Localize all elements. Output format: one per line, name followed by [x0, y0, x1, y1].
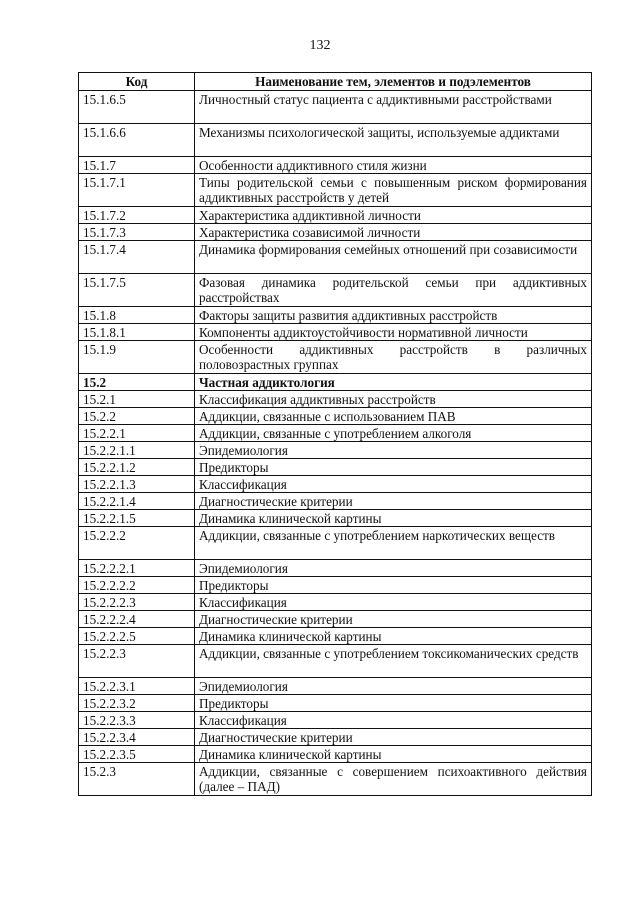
- table-row: [79, 341, 592, 374]
- row-name: Аддикции, связанные с употреблением токсикоманических средств: [195, 645, 592, 678]
- row-name: Диагностические критерии: [195, 493, 592, 510]
- row-name: Аддикции, связанные с употреблением алкоголя: [195, 425, 592, 442]
- table-row: [79, 307, 592, 324]
- row-code: 15.2.2.3: [79, 645, 195, 678]
- table-row: [79, 628, 592, 645]
- row-name: Предикторы: [195, 577, 592, 594]
- row-code: 15.2.2.3.3: [79, 712, 195, 729]
- row-name: Частная аддиктология: [195, 374, 592, 391]
- row-name: Диагностические критерии: [195, 729, 592, 746]
- row-name: Особенности аддиктивного стиля жизни: [195, 157, 592, 174]
- row-name: Эпидемиология: [195, 442, 592, 459]
- row-name: Диагностические критерии: [195, 611, 592, 628]
- row-name: Эпидемиология: [195, 560, 592, 577]
- row-code: 15.1.6.5: [79, 91, 195, 124]
- row-name: Характеристика созависимой личности: [195, 224, 592, 241]
- row-name: Аддикции, связанные с совершением психоактивного действия (далее – ПАД): [195, 763, 592, 796]
- table-row: [79, 594, 592, 611]
- row-code: 15.2.2.2.2: [79, 577, 195, 594]
- table-row: [79, 224, 592, 241]
- table-row: [79, 157, 592, 174]
- table-row: [79, 527, 592, 560]
- table-row: [79, 695, 592, 712]
- row-name: Личностный статус пациента с аддиктивными расстройствами: [195, 91, 592, 124]
- row-name: Фазовая динамика родительской семьи при аддиктивных расстройствах: [195, 274, 592, 307]
- row-code: 15.2.2.1.2: [79, 459, 195, 476]
- row-code: 15.2.2.2: [79, 527, 195, 560]
- header-name: Наименование тем, элементов и подэлементов: [195, 73, 592, 91]
- row-name: Классификация: [195, 476, 592, 493]
- row-code: 15.2.2.3.1: [79, 678, 195, 695]
- row-code: 15.2.2.1: [79, 425, 195, 442]
- row-name: Динамика клинической картины: [195, 510, 592, 527]
- row-name: Компоненты аддиктоустойчивости нормативной личности: [195, 324, 592, 341]
- row-code: 15.1.7.1: [79, 174, 195, 207]
- table-row: [79, 91, 592, 124]
- row-name: Предикторы: [195, 695, 592, 712]
- row-code: 15.2.2.3.5: [79, 746, 195, 763]
- table-row: [79, 408, 592, 425]
- row-name: Характеристика аддиктивной личности: [195, 207, 592, 224]
- row-code: 15.1.7.3: [79, 224, 195, 241]
- row-code: 15.2.2.1.5: [79, 510, 195, 527]
- row-code: 15.2.2.1.3: [79, 476, 195, 493]
- curriculum-table: [78, 72, 592, 796]
- row-name: Эпидемиология: [195, 678, 592, 695]
- row-name: Классификация: [195, 594, 592, 611]
- row-name: Факторы защиты развития аддиктивных расстройств: [195, 307, 592, 324]
- row-code: 15.2.1: [79, 391, 195, 408]
- table-row: [79, 678, 592, 695]
- row-name: Классификация: [195, 712, 592, 729]
- table-row: [79, 374, 592, 391]
- table-row: [79, 241, 592, 274]
- row-code: 15.2.3: [79, 763, 195, 796]
- table-row: [79, 174, 592, 207]
- table-row: [79, 207, 592, 224]
- row-name: Типы родительской семьи с повышенным риском формирования аддиктивных расстройств у детей: [195, 174, 592, 207]
- row-code: 15.2.2.2.4: [79, 611, 195, 628]
- row-code: 15.2.2.1.4: [79, 493, 195, 510]
- row-code: 15.1.6.6: [79, 124, 195, 157]
- table-row: [79, 729, 592, 746]
- table-row: [79, 763, 592, 796]
- table-row: [79, 124, 592, 157]
- row-code: 15.2.2: [79, 408, 195, 425]
- row-name: Динамика клинической картины: [195, 746, 592, 763]
- row-code: 15.2.2.2.1: [79, 560, 195, 577]
- table-row: [79, 746, 592, 763]
- row-code: 15.1.7.5: [79, 274, 195, 307]
- table-row: [79, 577, 592, 594]
- table-row: [79, 712, 592, 729]
- table-header-row: [79, 73, 592, 91]
- row-code: 15.2.2.2.5: [79, 628, 195, 645]
- table-row: [79, 442, 592, 459]
- row-name: Классификация аддиктивных расстройств: [195, 391, 592, 408]
- row-code: 15.1.8.1: [79, 324, 195, 341]
- row-code: 15.1.8: [79, 307, 195, 324]
- row-code: 15.2.2.3.2: [79, 695, 195, 712]
- header-code: Код: [79, 73, 195, 91]
- table-row: [79, 560, 592, 577]
- row-name: Динамика формирования семейных отношений при созависимости: [195, 241, 592, 274]
- table-row: [79, 476, 592, 493]
- table-row: [79, 274, 592, 307]
- row-code: 15.1.7.2: [79, 207, 195, 224]
- table-row: [79, 493, 592, 510]
- table-row: [79, 324, 592, 341]
- row-code: 15.1.7.4: [79, 241, 195, 274]
- page-number: 132: [309, 38, 331, 53]
- table-row: [79, 510, 592, 527]
- table-row: [79, 645, 592, 678]
- row-name: Динамика клинической картины: [195, 628, 592, 645]
- table-row: [79, 459, 592, 476]
- row-code: 15.2.2.1.1: [79, 442, 195, 459]
- row-code: 15.2: [79, 374, 195, 391]
- row-code: 15.2.2.2.3: [79, 594, 195, 611]
- table-body: [79, 91, 592, 796]
- row-name: Предикторы: [195, 459, 592, 476]
- row-code: 15.1.9: [79, 341, 195, 374]
- row-name: Особенности аддиктивных расстройств в различных половозрастных группах: [195, 341, 592, 374]
- table-row: [79, 391, 592, 408]
- row-code: 15.2.2.3.4: [79, 729, 195, 746]
- table-row: [79, 611, 592, 628]
- row-name: Механизмы психологической защиты, используемые аддиктами: [195, 124, 592, 157]
- row-code: 15.1.7: [79, 157, 195, 174]
- row-name: Аддикции, связанные с использованием ПАВ: [195, 408, 592, 425]
- table-row: [79, 425, 592, 442]
- row-name: Аддикции, связанные с употреблением наркотических веществ: [195, 527, 592, 560]
